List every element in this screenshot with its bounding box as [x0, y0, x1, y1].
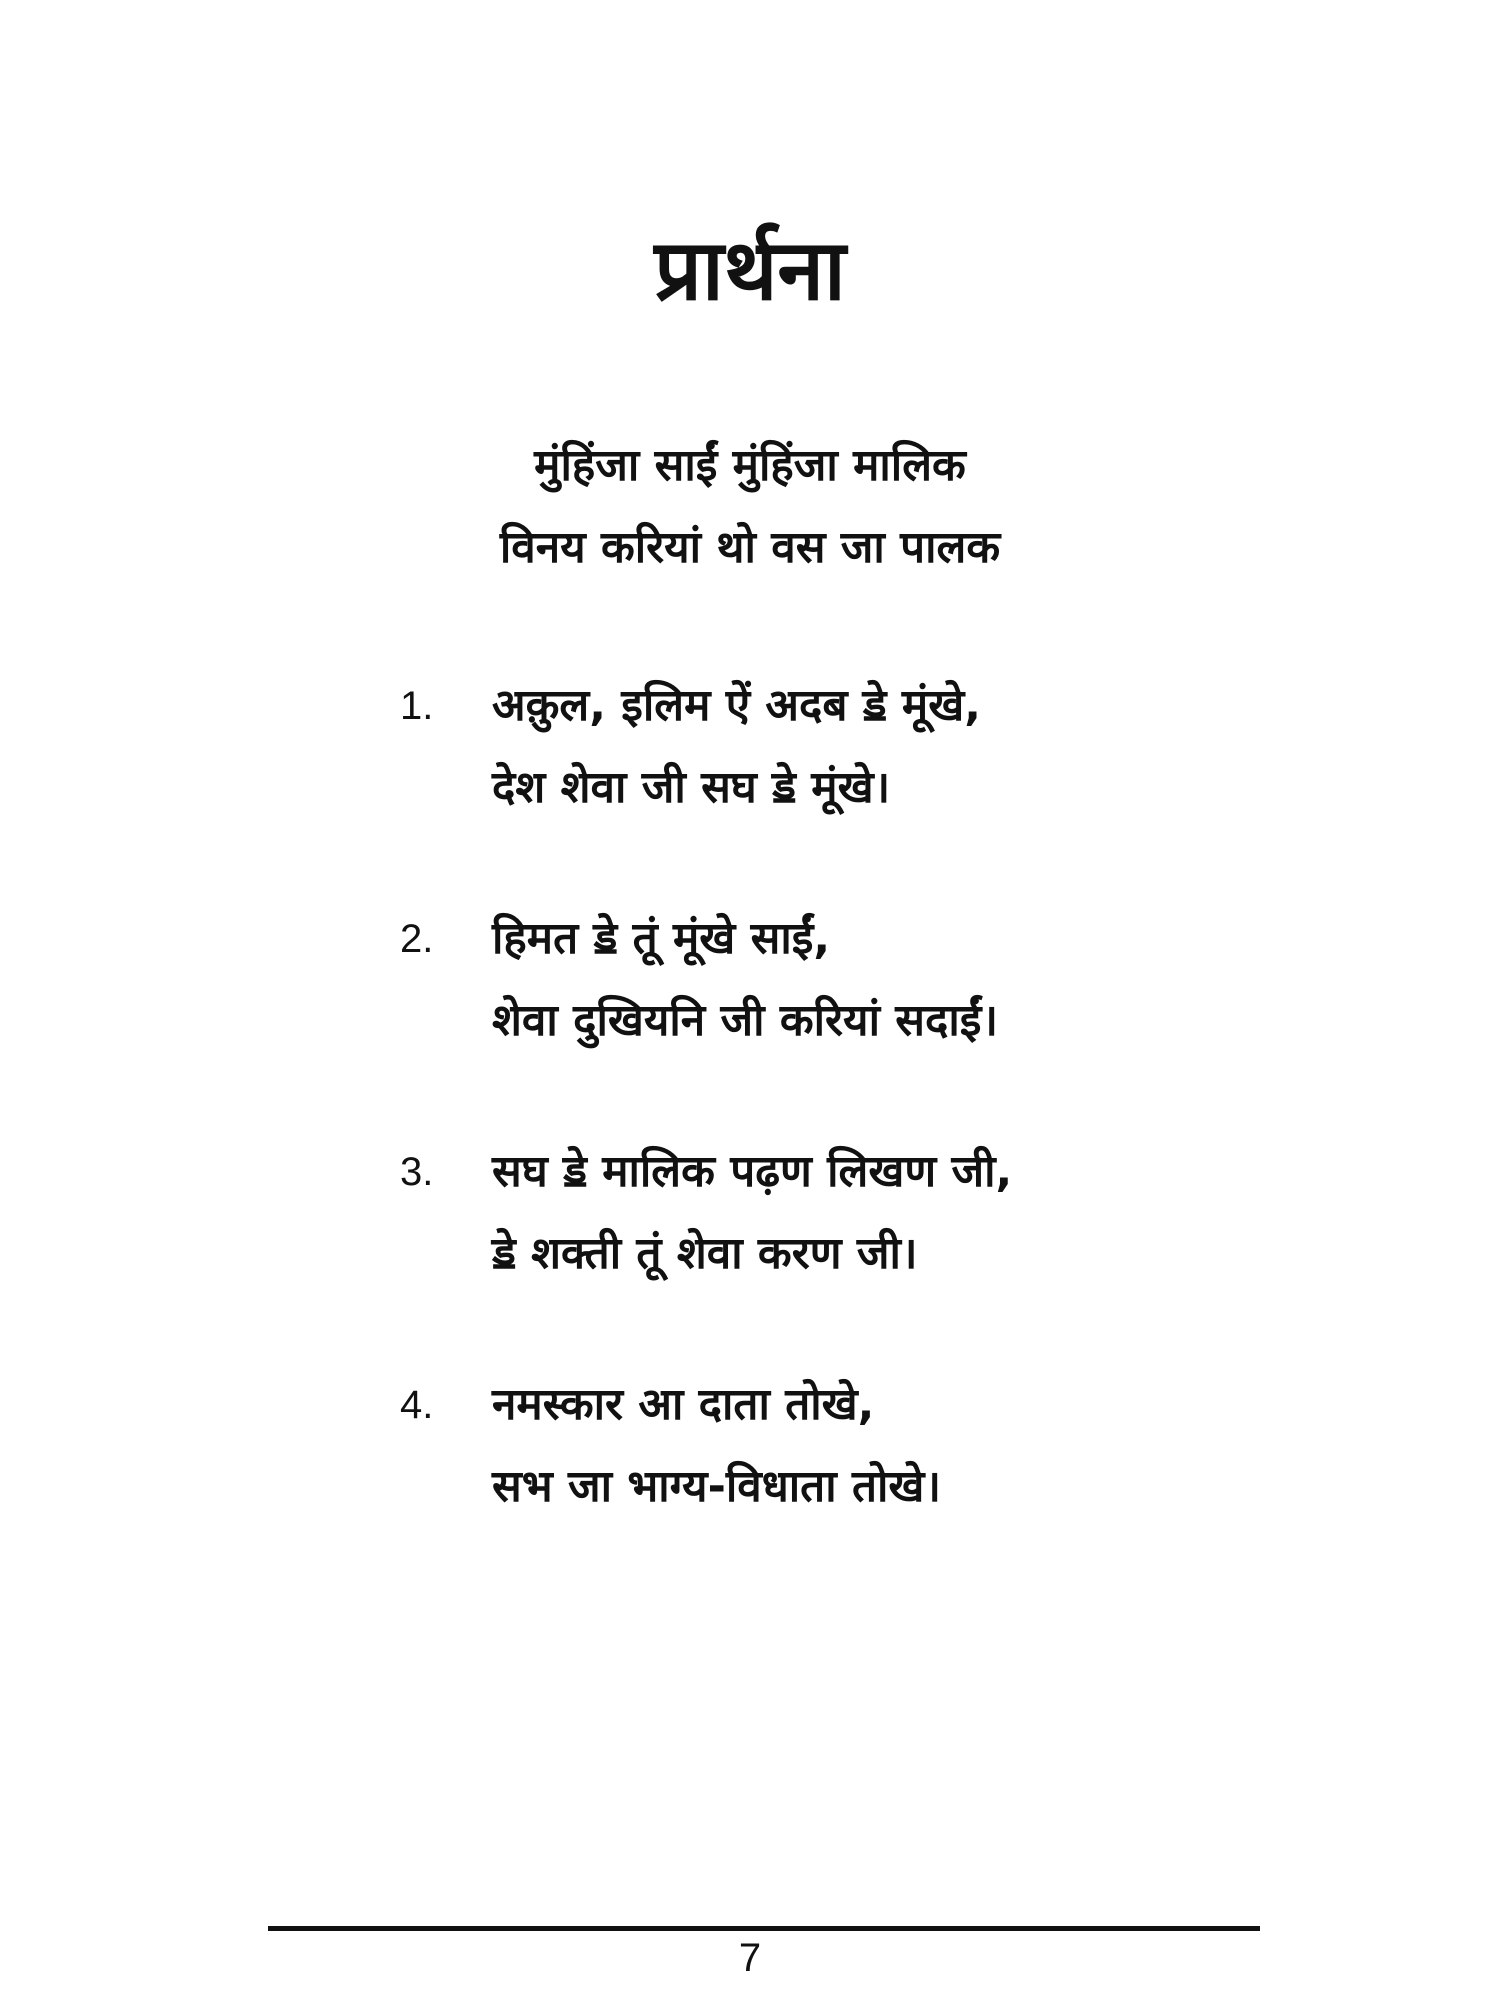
verse-line: अक़ुल, इलिम ऐं अदब ॾे मूंखे,: [492, 680, 981, 731]
verse-number: 4.: [400, 1383, 434, 1427]
verse-lines: [492, 1131, 1132, 1295]
verse-lines: [492, 665, 1132, 829]
refrain: [0, 425, 1500, 589]
verse-line: हिमत ॾे तूं मूंखे साईं,: [492, 913, 831, 964]
page-title: प्रार्थना: [654, 221, 846, 319]
verse-lines: [492, 1364, 1132, 1528]
verse-line: सघ ॾे मालिक पढ़ण लिखण जी,: [492, 1146, 1013, 1197]
verse-lines: [492, 898, 1132, 1062]
verse-number: 1.: [400, 684, 434, 728]
verse-line: ॾे शक्ती तूं शेवा करण जी।: [492, 1228, 918, 1279]
verse-line: नमस्कार आ दाता तोखे,: [492, 1379, 875, 1430]
verse-number: 2.: [400, 917, 434, 961]
verse-line: देश शेवा जी सघ ॾे मूंखे।: [492, 762, 891, 813]
footer-divider: [268, 1926, 1260, 1931]
verse-line: सभ जा भाग्य-विधाता तोखे।: [492, 1461, 942, 1512]
verse-number: 3.: [400, 1150, 434, 1194]
refrain-line: मुंहिंजा साईं मुंहिंजा मालिक: [534, 440, 966, 491]
verse-line: शेवा दुखियनि जी करियां सदाईं।: [492, 995, 999, 1046]
refrain-line: विनय करियां थो वस जा पालक: [499, 522, 1001, 573]
page-number: 7: [738, 1936, 762, 1980]
